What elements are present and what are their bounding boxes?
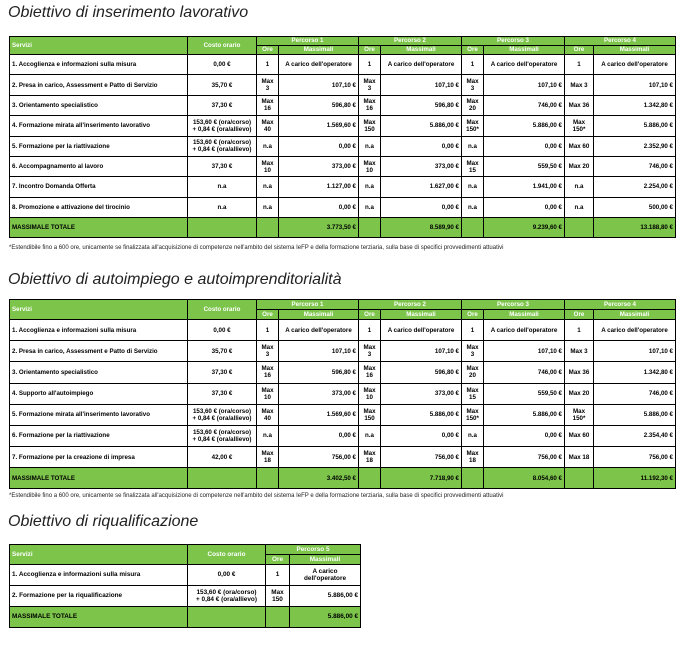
header-ore: Ore xyxy=(266,555,290,565)
header-percorso: Percorso 5 xyxy=(266,545,361,555)
max-amount: A carico dell'operatore xyxy=(594,320,676,341)
hourly-cost-line: 35,70 € xyxy=(211,347,233,355)
hours-value: 1 xyxy=(462,55,484,75)
service-label: 4. Formazione mirata all'inserimento lavorativo xyxy=(10,116,188,136)
hours-value: 1 xyxy=(565,55,594,75)
total-row xyxy=(10,468,676,489)
header-percorso: Percorso 4 xyxy=(565,300,676,310)
service-label: 5. Formazione per la riattivazione xyxy=(10,136,188,156)
total-empty xyxy=(188,468,257,489)
max-amount: 373,00 € xyxy=(279,383,359,404)
max-amount: 5.886,00 € xyxy=(484,404,565,425)
hourly-cost-line: 0,00 € xyxy=(217,571,236,579)
hourly-cost-line: 37,30 € xyxy=(211,368,233,376)
hourly-cost-line: 42,00 € xyxy=(211,453,233,461)
max-amount: 2.352,90 € xyxy=(594,136,676,156)
header-massimali: Massimali xyxy=(484,310,565,320)
hourly-cost xyxy=(188,156,257,176)
service-label: 1. Accoglienza e informazioni sulla misura xyxy=(10,565,188,586)
header-ore: Ore xyxy=(257,310,279,320)
max-amount: 746,00 € xyxy=(484,362,565,383)
max-amount: 746,00 € xyxy=(594,383,676,404)
table-row xyxy=(10,362,676,383)
max-amount: 107,10 € xyxy=(279,75,359,95)
table-row xyxy=(10,75,676,95)
max-amount: 5.886,00 € xyxy=(381,404,462,425)
total-label: MASSIMALE TOTALE xyxy=(10,468,188,489)
hourly-cost xyxy=(188,75,257,95)
hours-value: Max 18 xyxy=(565,447,594,468)
max-amount: A carico dell'operatore xyxy=(594,55,676,75)
max-amount: 1.569,60 € xyxy=(279,116,359,136)
total-empty xyxy=(188,218,257,238)
service-label: 3. Orientamento specialistico xyxy=(10,362,188,383)
table-row xyxy=(10,177,676,197)
hourly-cost xyxy=(188,55,257,75)
hours-value: Max 20 xyxy=(462,95,484,115)
header-percorso: Percorso 2 xyxy=(359,300,462,310)
total-empty xyxy=(359,468,381,489)
max-amount: 0,00 € xyxy=(279,136,359,156)
hours-value: Max 20 xyxy=(565,156,594,176)
hours-value: 1 xyxy=(257,320,279,341)
header-costo-orario: Costo orario xyxy=(188,545,266,565)
header-servizi: Servizi xyxy=(10,37,188,55)
hours-value: Max 15 xyxy=(462,383,484,404)
header-costo-orario: Costo orario xyxy=(188,300,257,320)
header-percorso: Percorso 3 xyxy=(462,37,565,46)
max-amount: 1.342,80 € xyxy=(594,362,676,383)
hours-value: n.a xyxy=(462,425,484,446)
hourly-cost-line: n.a xyxy=(217,183,227,191)
hours-value: Max 20 xyxy=(565,383,594,404)
max-amount: 373,00 € xyxy=(279,156,359,176)
table-row xyxy=(10,156,676,176)
max-amount: 559,50 € xyxy=(484,156,565,176)
max-amount: 0,00 € xyxy=(279,425,359,446)
table-autoimpiego xyxy=(9,299,676,489)
max-amount: 5.886,00 € xyxy=(594,116,676,136)
service-label: 8. Promozione e attivazione del tirocinio xyxy=(10,197,188,217)
service-label: 4. Supporto all'autoimpiego xyxy=(10,383,188,404)
hours-value: Max 3 xyxy=(565,75,594,95)
hours-value: n.a xyxy=(462,136,484,156)
max-amount: A carico dell'operatore xyxy=(381,55,462,75)
hourly-cost xyxy=(188,136,257,156)
header-massimali: Massimali xyxy=(279,310,359,320)
max-amount: 5.886,00 € xyxy=(381,116,462,136)
hourly-cost-line: 37,30 € xyxy=(211,390,233,398)
header-percorso: Percorso 4 xyxy=(565,37,676,46)
max-amount: 107,10 € xyxy=(279,341,359,362)
header-ore: Ore xyxy=(359,310,381,320)
max-amount: A carico dell'operatore xyxy=(381,320,462,341)
max-amount: 596,80 € xyxy=(381,362,462,383)
hours-value: n.a xyxy=(359,197,381,217)
hourly-cost-line: + 0,84 € (ora/allievo) xyxy=(196,596,257,603)
header-servizi: Servizi xyxy=(10,300,188,320)
hours-value: Max 10 xyxy=(359,156,381,176)
max-amount: A carico dell'operatore xyxy=(290,565,361,586)
hourly-cost xyxy=(188,116,257,136)
footnote-autoimpiego: *Estendibile fino a 600 ore, unicamente se finalizzata all'acquisizione di competenze nell'ambito del sistema IeFP e della formazione terziaria, sulla base di specifici provvedimenti attuativi xyxy=(9,493,504,499)
max-amount: 596,80 € xyxy=(381,95,462,115)
hours-value: n.a xyxy=(257,136,279,156)
header-percorso: Percorso 2 xyxy=(359,37,462,46)
hours-value: 1 xyxy=(359,320,381,341)
hours-value: Max 16 xyxy=(257,362,279,383)
hourly-cost-line: 0,00 € xyxy=(213,61,231,69)
hourly-cost xyxy=(188,383,257,404)
total-amount: 8.054,60 € xyxy=(484,468,565,489)
hours-value: Max 3 xyxy=(462,75,484,95)
hours-value: n.a xyxy=(462,177,484,197)
hours-value: Max 150 xyxy=(359,404,381,425)
footnote-inserimento: *Estendibile fino a 600 ore, unicamente se finalizzata all'acquisizione di competenze nell'ambito del sistema IeFP e della formazione terziaria, sulla base di specifici provvedimenti attuativi xyxy=(9,245,504,251)
table-row xyxy=(10,320,676,341)
max-amount: 756,00 € xyxy=(381,447,462,468)
hourly-cost-line: + 0,84 € (ora/allievo) xyxy=(192,414,252,422)
hours-value: Max 3 xyxy=(462,341,484,362)
hours-value: 1 xyxy=(359,55,381,75)
hours-value: n.a xyxy=(359,136,381,156)
max-amount: 0,00 € xyxy=(484,425,565,446)
max-amount: A carico dell'operatore xyxy=(484,320,565,341)
max-amount: 1.627,00 € xyxy=(381,177,462,197)
hourly-cost-line: 37,30 € xyxy=(211,101,233,109)
hours-value: Max 40 xyxy=(257,116,279,136)
total-amount: 11.192,30 € xyxy=(594,468,676,489)
service-label: 1. Accoglienza e informazioni sulla misura xyxy=(10,320,188,341)
table-row xyxy=(10,341,676,362)
header-massimali: Massimali xyxy=(594,46,676,55)
hourly-cost xyxy=(188,586,266,607)
header-percorso: Percorso 1 xyxy=(257,300,359,310)
table-row xyxy=(10,425,676,446)
table-row xyxy=(10,55,676,75)
hourly-cost xyxy=(188,565,266,586)
header-costo-orario: Costo orario xyxy=(188,37,257,55)
table-row xyxy=(10,95,676,115)
max-amount: 0,00 € xyxy=(381,136,462,156)
hourly-cost-line: n.a xyxy=(217,203,227,211)
max-amount: 107,10 € xyxy=(594,75,676,95)
hours-value: n.a xyxy=(257,197,279,217)
total-amount: 3.402,50 € xyxy=(279,468,359,489)
hourly-cost-line: + 0,84 € (ora/allievo) xyxy=(192,125,252,133)
table-row xyxy=(10,586,361,607)
max-amount: 5.886,00 € xyxy=(484,116,565,136)
max-amount: 756,00 € xyxy=(279,447,359,468)
hourly-cost xyxy=(188,404,257,425)
header-massimali: Massimali xyxy=(484,46,565,55)
max-amount: 2.354,40 € xyxy=(594,425,676,446)
hourly-cost xyxy=(188,197,257,217)
hours-value: n.a xyxy=(359,177,381,197)
total-label: MASSIMALE TOTALE xyxy=(10,607,188,628)
hours-value: Max 3 xyxy=(359,341,381,362)
header-ore: Ore xyxy=(359,46,381,55)
hours-value: n.a xyxy=(257,177,279,197)
hours-value: Max 10 xyxy=(257,383,279,404)
header-massimali: Massimali xyxy=(290,555,361,565)
hours-value: Max 60 xyxy=(565,136,594,156)
header-massimali: Massimali xyxy=(594,310,676,320)
hours-value: 1 xyxy=(565,320,594,341)
total-empty xyxy=(359,218,381,238)
hours-value: Max 18 xyxy=(462,447,484,468)
header-ore: Ore xyxy=(565,310,594,320)
hours-value: n.a xyxy=(565,177,594,197)
hourly-cost-line: + 0,84 € (ora/allievo) xyxy=(192,436,252,444)
hours-value: Max 3 xyxy=(257,75,279,95)
section-title-inserimento: Obiettivo di inserimento lavorativo xyxy=(8,4,249,21)
hourly-cost-line: 153,60 € (ora/corso) xyxy=(192,407,252,415)
header-ore: Ore xyxy=(462,310,484,320)
table-row xyxy=(10,136,676,156)
max-amount: 107,10 € xyxy=(484,75,565,95)
hours-value: Max 150* xyxy=(462,404,484,425)
hours-value: 1 xyxy=(266,565,290,586)
hourly-cost-line: + 0,84 € (ora/allievo) xyxy=(192,146,252,154)
max-amount: 0,00 € xyxy=(279,197,359,217)
table-row xyxy=(10,565,361,586)
hours-value: Max 150 xyxy=(266,586,290,607)
header-percorso: Percorso 3 xyxy=(462,300,565,310)
max-amount: 373,00 € xyxy=(381,156,462,176)
total-row xyxy=(10,218,676,238)
hours-value: n.a xyxy=(257,425,279,446)
hours-value: Max 3 xyxy=(359,75,381,95)
total-empty xyxy=(257,218,279,238)
max-amount: 596,80 € xyxy=(279,95,359,115)
hourly-cost xyxy=(188,320,257,341)
hourly-cost-line: 153,60 € (ora/corso) xyxy=(192,118,252,126)
header-massimali: Massimali xyxy=(279,46,359,55)
service-label: 6. Accompagnamento al lavoro xyxy=(10,156,188,176)
table-row xyxy=(10,383,676,404)
total-empty xyxy=(257,468,279,489)
hours-value: Max 10 xyxy=(359,383,381,404)
hours-value: Max 3 xyxy=(257,341,279,362)
hourly-cost xyxy=(188,447,257,468)
max-amount: 2.254,00 € xyxy=(594,177,676,197)
total-amount: 8.589,90 € xyxy=(381,218,462,238)
section-title-riqualificazione: Obiettivo di riqualificazione xyxy=(8,513,199,530)
hours-value: Max 150* xyxy=(462,116,484,136)
hourly-cost-line: 153,60 € (ora/corso) xyxy=(192,139,252,147)
table-row xyxy=(10,197,676,217)
table-inserimento xyxy=(9,36,676,238)
max-amount: A carico dell'operatore xyxy=(484,55,565,75)
hours-value: Max 36 xyxy=(565,95,594,115)
max-amount: 107,10 € xyxy=(381,75,462,95)
total-empty xyxy=(188,607,266,628)
section-title-autoimpiego: Obiettivo di autoimpiego e autoimprenditorialità xyxy=(8,271,342,288)
total-amount: 3.773,50 € xyxy=(279,218,359,238)
service-label: 5. Formazione mirata all'inserimento lavorativo xyxy=(10,404,188,425)
max-amount: 107,10 € xyxy=(594,341,676,362)
max-amount: A carico dell'operatore xyxy=(279,55,359,75)
max-amount: 1.127,00 € xyxy=(279,177,359,197)
max-amount: 1.569,60 € xyxy=(279,404,359,425)
table-row xyxy=(10,404,676,425)
max-amount: 559,50 € xyxy=(484,383,565,404)
table-row xyxy=(10,116,676,136)
table-riqualificazione xyxy=(9,544,361,628)
total-label: MASSIMALE TOTALE xyxy=(10,218,188,238)
hours-value: Max 60 xyxy=(565,425,594,446)
hours-value: Max 18 xyxy=(359,447,381,468)
service-label: 6. Formazione per la riattivazione xyxy=(10,425,188,446)
header-servizi: Servizi xyxy=(10,545,188,565)
header-ore: Ore xyxy=(462,46,484,55)
total-empty xyxy=(565,468,594,489)
header-ore: Ore xyxy=(257,46,279,55)
hours-value: Max 150 xyxy=(359,116,381,136)
total-amount: 9.239,60 € xyxy=(484,218,565,238)
total-amount: 5.886,00 € xyxy=(290,607,361,628)
hourly-cost-line: 0,00 € xyxy=(213,326,231,334)
max-amount: 756,00 € xyxy=(484,447,565,468)
service-label: 2. Formazione per la riqualificazione xyxy=(10,586,188,607)
header-massimali: Massimali xyxy=(381,46,462,55)
service-label: 2. Presa in carico, Assessment e Patto di Servizio xyxy=(10,75,188,95)
service-label: 2. Presa in carico, Assessment e Patto di Servizio xyxy=(10,341,188,362)
hours-value: Max 15 xyxy=(462,156,484,176)
hours-value: 1 xyxy=(257,55,279,75)
total-empty xyxy=(266,607,290,628)
hourly-cost-line: 37,30 € xyxy=(211,163,233,171)
hourly-cost xyxy=(188,362,257,383)
hours-value: Max 16 xyxy=(359,95,381,115)
hours-value: Max 36 xyxy=(565,362,594,383)
max-amount: 373,00 € xyxy=(381,383,462,404)
header-massimali: Massimali xyxy=(381,310,462,320)
total-row xyxy=(10,607,361,628)
max-amount: 0,00 € xyxy=(484,197,565,217)
max-amount: 1.342,80 € xyxy=(594,95,676,115)
max-amount: 107,10 € xyxy=(484,341,565,362)
service-label: 3. Orientamento specialistico xyxy=(10,95,188,115)
hours-value: Max 16 xyxy=(257,95,279,115)
total-amount: 7.718,90 € xyxy=(381,468,462,489)
max-amount: 596,80 € xyxy=(279,362,359,383)
hourly-cost xyxy=(188,425,257,446)
total-empty xyxy=(462,218,484,238)
hours-value: n.a xyxy=(359,425,381,446)
hours-value: Max 150* xyxy=(565,116,594,136)
hours-value: Max 20 xyxy=(462,362,484,383)
header-percorso: Percorso 1 xyxy=(257,37,359,46)
hourly-cost xyxy=(188,95,257,115)
hours-value: n.a xyxy=(462,197,484,217)
hours-value: Max 18 xyxy=(257,447,279,468)
hours-value: 1 xyxy=(462,320,484,341)
header-ore: Ore xyxy=(565,46,594,55)
service-label: 7. Incontro Domanda Offerta xyxy=(10,177,188,197)
service-label: 1. Accoglienza e informazioni sulla misura xyxy=(10,55,188,75)
max-amount: 107,10 € xyxy=(381,341,462,362)
max-amount: 756,00 € xyxy=(594,447,676,468)
total-empty xyxy=(462,468,484,489)
total-amount: 13.188,80 € xyxy=(594,218,676,238)
max-amount: 500,00 € xyxy=(594,197,676,217)
max-amount: 746,00 € xyxy=(484,95,565,115)
max-amount: A carico dell'operatore xyxy=(279,320,359,341)
hours-value: Max 3 xyxy=(565,341,594,362)
table-row xyxy=(10,447,676,468)
hours-value: Max 10 xyxy=(257,156,279,176)
hourly-cost xyxy=(188,177,257,197)
max-amount: 0,00 € xyxy=(484,136,565,156)
hourly-cost-line: 153,60 € (ora/corso) xyxy=(192,428,252,436)
max-amount: 5.886,00 € xyxy=(594,404,676,425)
max-amount: 5.886,00 € xyxy=(290,586,361,607)
max-amount: 746,00 € xyxy=(594,156,676,176)
max-amount: 0,00 € xyxy=(381,425,462,446)
total-empty xyxy=(565,218,594,238)
max-amount: 0,00 € xyxy=(381,197,462,217)
hourly-cost xyxy=(188,341,257,362)
hours-value: Max 150* xyxy=(565,404,594,425)
service-label: 7. Formazione per la creazione di impresa xyxy=(10,447,188,468)
hourly-cost-line: 153,60 € (ora/corso) xyxy=(196,588,257,596)
hours-value: n.a xyxy=(565,197,594,217)
max-amount: 1.941,00 € xyxy=(484,177,565,197)
hours-value: Max 16 xyxy=(359,362,381,383)
hours-value: Max 40 xyxy=(257,404,279,425)
hourly-cost-line: 35,70 € xyxy=(211,81,233,89)
